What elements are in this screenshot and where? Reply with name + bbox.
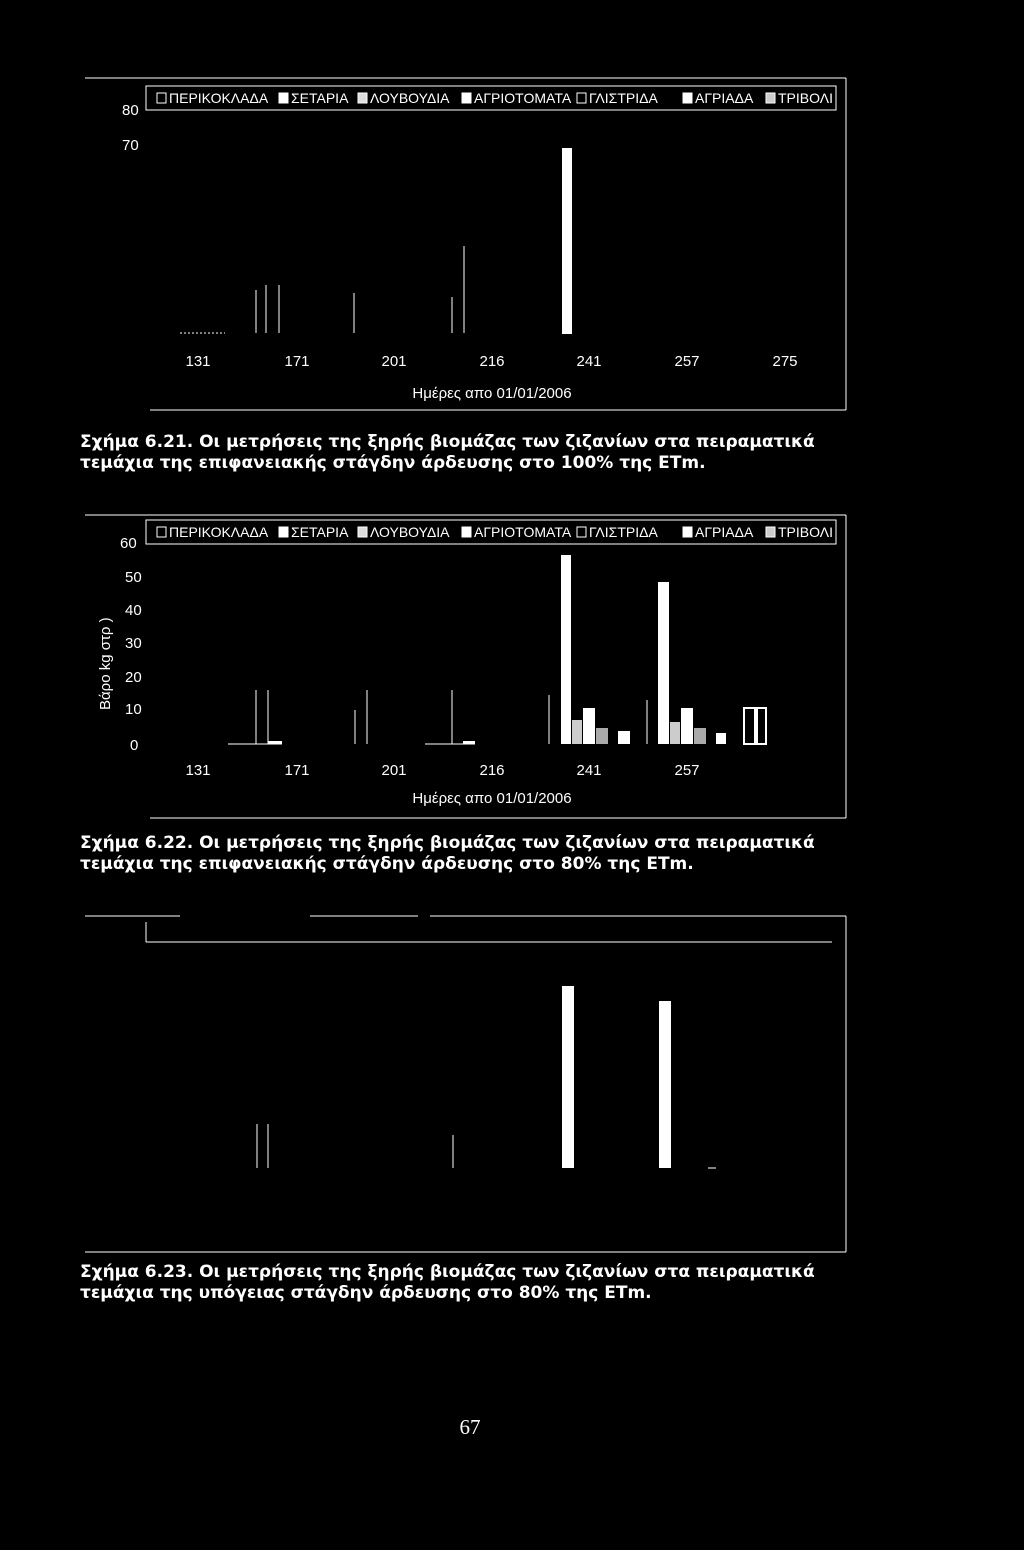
bars — [180, 148, 572, 334]
legend-label: ΑΓΡΙΑΔΑ — [695, 524, 754, 540]
legend-swatch — [766, 527, 775, 537]
bar — [583, 708, 595, 744]
legend-swatch — [577, 93, 586, 103]
x-tick-label: 201 — [381, 762, 407, 779]
bar — [463, 741, 475, 744]
legend-swatch — [683, 93, 692, 103]
y-tick-label: 50 — [125, 569, 142, 586]
legend-label: ΓΛΙΣΤΡΙΔΑ — [589, 90, 658, 106]
x-axis-label: Ημέρες απο 01/01/2006 — [412, 790, 572, 807]
bar — [754, 708, 758, 744]
legend-label: ΛΟΥΒΟΥΔΙΑ — [370, 90, 450, 106]
legend-label: ΤΡΙΒΟΛΙ — [778, 90, 833, 106]
legend-swatch — [279, 527, 288, 537]
legend-label: ΛΟΥΒΟΥΔΙΑ — [370, 524, 450, 540]
bar — [658, 582, 669, 744]
bar — [572, 720, 582, 744]
legend — [157, 524, 833, 540]
bar — [562, 986, 574, 1168]
figure-caption-6-23: Σχήμα 6.23. Οι μετρήσεις της ξηρής βιομάζας των ζιζανίων στα πειραματικά τεμάχια της υπόγειας στάγδην άρδευσης στο 80% της ETm. — [80, 1262, 815, 1303]
legend-label: ΓΛΙΣΤΡΙΔΑ — [589, 524, 658, 540]
x-tick-label: 131 — [185, 762, 211, 779]
legend-label: ΑΓΡΙΟΤΟΜΑΤΑ — [474, 524, 572, 540]
x-tick-label: 216 — [479, 762, 505, 779]
bar — [618, 731, 630, 744]
x-tick-label: 241 — [576, 353, 602, 370]
figure-caption-6-22: Σχήμα 6.22. Οι μετρήσεις της ξηρής βιομάζας των ζιζανίων στα πειραματικά τεμάχια της επιφανειακής στάγδην άρδευσης στο 80% της ETm. — [80, 833, 815, 874]
bars — [228, 555, 766, 744]
chart-fig-6-23 — [0, 900, 1024, 1260]
legend-swatch — [279, 93, 288, 103]
legend-swatch — [683, 527, 692, 537]
legend — [157, 90, 833, 106]
legend-swatch — [766, 93, 775, 103]
x-axis-label: Ημέρες απο 01/01/2006 — [412, 385, 572, 402]
x-tick-label: 257 — [674, 353, 700, 370]
x-tick-label: 216 — [479, 353, 505, 370]
legend-swatch — [462, 93, 471, 103]
x-tick-label: 171 — [284, 353, 310, 370]
x-tick-label: 201 — [381, 353, 407, 370]
legend-label: ΠΕΡΙΚΟΚΛΑΔΑ — [169, 90, 269, 106]
legend-swatch — [462, 527, 471, 537]
bar — [268, 741, 282, 744]
y-tick-label: 0 — [130, 737, 139, 754]
chart-fig-6-21 — [0, 0, 1024, 420]
x-tick-label: 241 — [576, 762, 602, 779]
legend-label: ΑΓΡΙΑΔΑ — [695, 90, 754, 106]
legend-label: ΣΕΤΑΡΙΑ — [291, 524, 349, 540]
bars — [257, 986, 716, 1168]
figure-caption-6-21: Σχήμα 6.21. Οι μετρήσεις της ξηρής βιομάζας των ζιζανίων στα πειραματικά τεμάχια της επιφανειακής στάγδην άρδευσης στο 100% της ETm. — [80, 432, 815, 473]
legend-label: ΠΕΡΙΚΟΚΛΑΔΑ — [169, 524, 269, 540]
y-tick-label: 20 — [125, 669, 142, 686]
page-number: 67 — [459, 1415, 481, 1439]
y-tick-label: 60 — [120, 535, 137, 552]
x-tick-label: 171 — [284, 762, 310, 779]
x-tick-label: 257 — [674, 762, 700, 779]
y-tick-labels — [120, 535, 142, 754]
bar — [561, 555, 571, 744]
legend-swatch — [577, 527, 586, 537]
bar — [716, 733, 726, 744]
x-tick-label: 131 — [185, 353, 211, 370]
x-tick-labels — [185, 762, 699, 779]
chart-fig-6-22 — [0, 500, 1024, 830]
bar — [670, 722, 680, 744]
bar — [596, 728, 608, 744]
legend-swatch — [358, 527, 367, 537]
y-tick-label: 30 — [125, 635, 142, 652]
legend-swatch — [157, 93, 166, 103]
bar — [562, 148, 572, 334]
x-tick-label: 275 — [772, 353, 798, 370]
bar — [659, 1001, 671, 1168]
x-tick-labels — [185, 353, 797, 370]
y-tick-label: 10 — [125, 701, 142, 718]
y-tick-label: 70 — [122, 137, 139, 154]
legend-label: ΤΡΙΒΟΛΙ — [778, 524, 833, 540]
bar — [681, 708, 693, 744]
y-tick-label: 80 — [122, 102, 139, 119]
legend-label: ΣΕΤΑΡΙΑ — [291, 90, 349, 106]
y-axis-label: Βάρο kg στρ ) — [97, 617, 114, 710]
legend-swatch — [157, 527, 166, 537]
y-tick-label: 40 — [125, 602, 142, 619]
legend-swatch — [358, 93, 367, 103]
legend-label: ΑΓΡΙΟΤΟΜΑΤΑ — [474, 90, 572, 106]
bar — [694, 728, 706, 744]
